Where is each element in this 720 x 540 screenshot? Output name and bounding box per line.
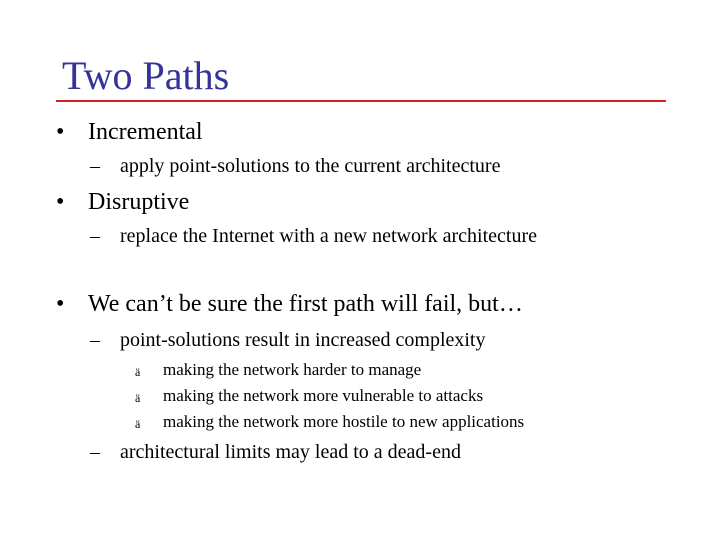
sub-bullet-text: replace the Internet with a new network architecture	[120, 225, 538, 247]
sub-sub-bullet-text: making the network more vulnerable to attacks	[163, 386, 484, 405]
sub-bullet-text: architectural limits may lead to a dead-end	[120, 441, 461, 463]
dash-icon: –	[90, 329, 100, 351]
bullet-item	[56, 188, 190, 216]
sub-sub-bullet-item	[135, 360, 422, 380]
sub-bullet-item	[90, 440, 461, 464]
bullet-text: We can’t be sure the first path will fail, but…	[88, 291, 523, 317]
arrow-bullet-icon: ä	[135, 417, 141, 431]
arrow-bullet-icon: ä	[135, 365, 141, 379]
bullet-dot-icon: •	[56, 291, 65, 317]
dash-icon: –	[90, 155, 100, 177]
sub-sub-bullet-text: making the network harder to manage	[163, 360, 422, 379]
bullet-dot-icon: •	[56, 189, 65, 215]
sub-bullet-text: point-solutions result in increased complexity	[120, 329, 486, 351]
bullet-text: Incremental	[88, 119, 203, 145]
sub-bullet-item	[90, 328, 486, 352]
sub-bullet-item	[90, 154, 501, 178]
arrow-bullet-icon: ä	[135, 391, 141, 405]
sub-bullet-item	[90, 224, 538, 248]
bullet-text: Disruptive	[88, 189, 190, 215]
dash-icon: –	[90, 441, 100, 463]
bullet-dot-icon: •	[56, 119, 65, 145]
sub-sub-bullet-item	[135, 386, 484, 406]
title-underline	[56, 100, 666, 102]
slide-title: Two Paths	[62, 53, 230, 98]
dash-icon: –	[90, 225, 100, 247]
sub-sub-bullet-item	[135, 412, 525, 432]
bullet-item	[56, 118, 203, 146]
sub-bullet-text: apply point-solutions to the current architecture	[120, 155, 501, 177]
sub-sub-bullet-text: making the network more hostile to new applications	[163, 412, 525, 431]
bullet-item	[56, 290, 523, 318]
